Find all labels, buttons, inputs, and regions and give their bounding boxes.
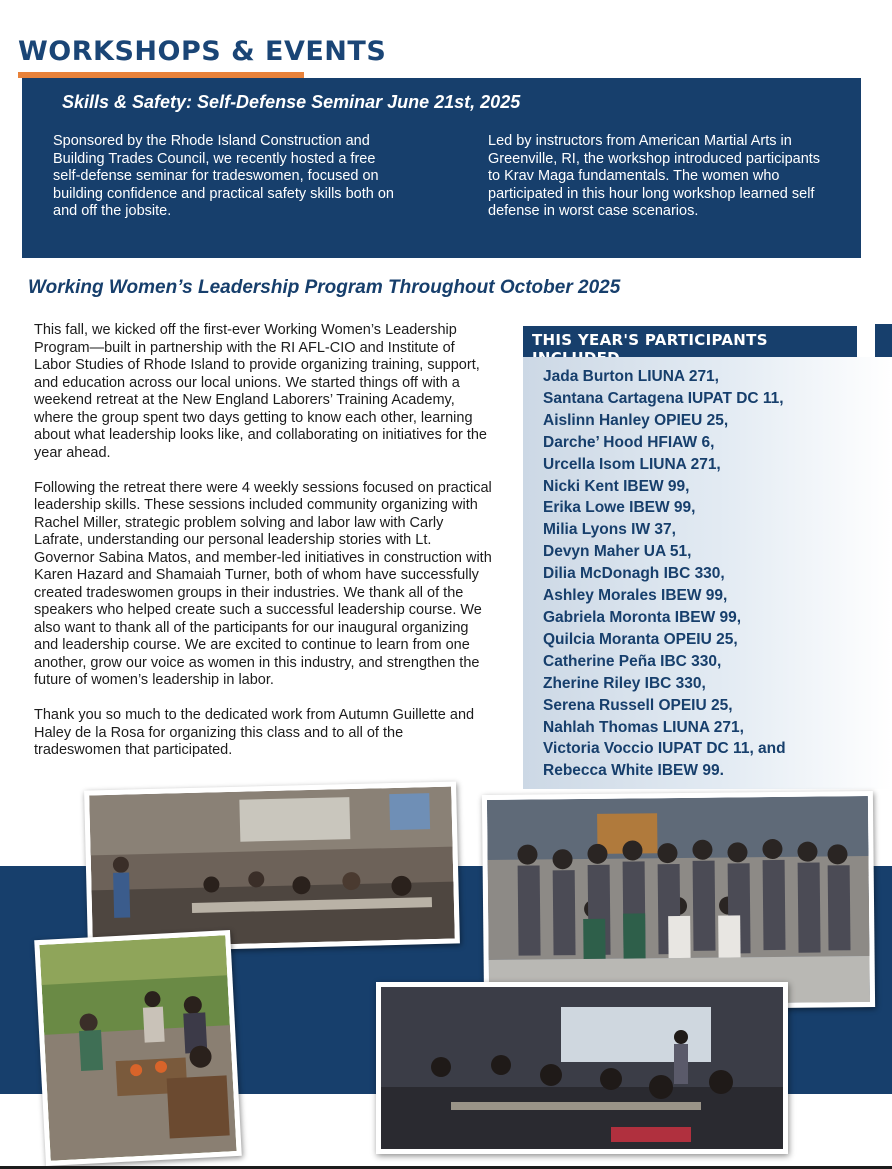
participant-item: Nicki Kent IBEW 99, <box>543 477 690 495</box>
section-title: WORKSHOPS & EVENTS <box>18 36 387 67</box>
photo-group-portrait <box>482 791 875 1011</box>
participants-list <box>543 366 786 782</box>
participant-item: Urcella Isom LIUNA 271, <box>543 455 721 473</box>
participant-item: Dilia McDonagh IBC 330, <box>543 565 725 583</box>
participant-item: Santana Cartagena IUPAT DC 11, <box>543 389 784 407</box>
program-paragraph: Following the retreat there were 4 weekly sessions focused on practical leadership skills. These sessions included community organizing with Rachel Miller, strategic problem solving and labor law with Carly Lafrate, understanding our personal leadership stories with Lt. Governor Sabina Matos, and member-led initiatives in construction with Karen Hazard and Shamaiah Turner, both of whom have successfully created tradeswomen groups in their industries. We thank all of the speakers who helped create such a successful leadership course. We also want to thank all of the participants for our inaugural organizing and leadership course. We are excited to continue to learn from one another, grow our voice as women in this industry, and strengthen the future of women’s leadership in labor. <box>34 479 492 688</box>
photo-presentation-classroom <box>376 982 788 1154</box>
participant-item: Quilcia Moranta OPEIU 25, <box>543 630 738 648</box>
program-body <box>34 322 494 777</box>
program-paragraph: This fall, we kicked off the first-ever Working Women’s Leadership Program—built in partnership with the RI AFL-CIO and Institute of Labor Studies of Rhode Island to provide organizing training, support, and education across our local unions. We started things off with a weekend retreat at the New England Laborers’ Training Academy, where the group spent two days getting to know each other, learning about what leadership looks like, and collaborating on initiatives for the year ahead. <box>34 322 487 461</box>
program-title: Working Women’s Leadership Program Throughout October 2025 <box>28 277 621 298</box>
participant-item: Erika Lowe IBEW 99, <box>543 499 696 517</box>
seminar-box <box>22 78 861 258</box>
participant-item: Devyn Maher UA 51, <box>543 543 692 561</box>
participants-heading: THIS YEAR'S PARTICIPANTS <box>523 326 857 357</box>
participant-item: Catherine Peña IBC 330, <box>543 652 722 670</box>
participant-item: Victoria Voccio IUPAT DC 11, and <box>543 740 786 758</box>
participants-tab-accent <box>875 324 892 357</box>
participant-item: Darche’ Hood HFIAW 6, <box>543 433 715 451</box>
participant-item: Aislinn Hanley OPIEU 25, <box>543 411 729 429</box>
participant-item: Zherine Riley IBC 330, <box>543 674 706 692</box>
participant-item: Ashley Morales IBEW 99, <box>543 587 728 605</box>
participant-item: Rebecca White IBEW 99. <box>543 762 724 780</box>
seminar-left-text: Sponsored by the Rhode Island Construction and Building Trades Council, we recently hosted a free self-defense seminar for tradeswomen, focused on building confidence and practical safety skills both on and off the jobsite. <box>53 133 394 219</box>
participant-item: Serena Russell OPEIU 25, <box>543 696 733 714</box>
participant-item: Jada Burton LIUNA 271, <box>543 368 719 385</box>
participant-item: Milia Lyons IW 37, <box>543 521 676 539</box>
seminar-right-text: Led by instructors from American Martial Arts in Greenville, RI, the workshop introduced participants to Krav Maga fundamentals. The women who participated in this hour long workshop learned self defense in worst case scenarios. <box>488 133 821 219</box>
program-paragraph: Thank you so much to the dedicated work from Autumn Guillette and Haley de la Rosa for organizing this class and to all of the tradeswomen that participated. <box>34 707 475 758</box>
participant-item: Nahlah Thomas LIUNA 271, <box>543 718 744 736</box>
seminar-title: Skills & Safety: Self-Defense Seminar June 21st, 2025 <box>62 92 521 112</box>
participants-panel <box>523 357 892 789</box>
participant-item: Gabriela Moronta IBEW 99, <box>543 608 742 626</box>
photo-outdoor-patio <box>34 930 242 1166</box>
photo-classroom-session <box>84 781 460 952</box>
